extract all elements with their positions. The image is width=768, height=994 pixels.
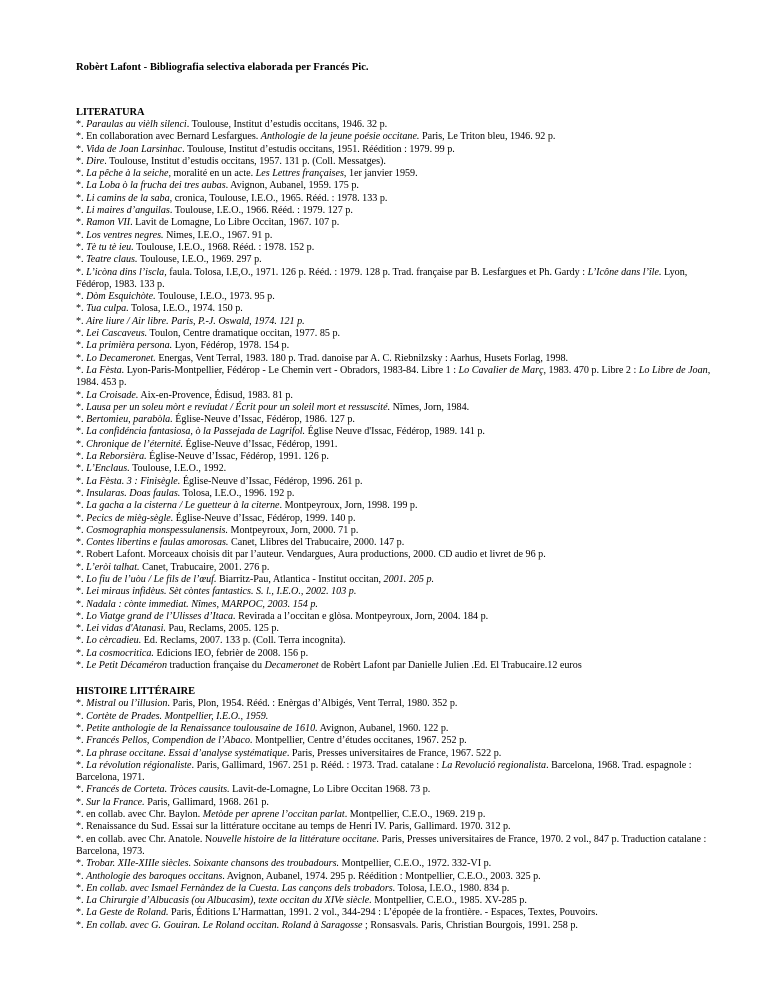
bibliography-entry: *. Dire. Toulouse, Institut d’estudis occitans, 1957. 131 p. (Coll. Messatges).	[76, 155, 386, 167]
bibliography-entry: *. Lo Decameronet. Energas, Vent Terral, 1983. 180 p. Trad. danoise par A. C. Riebnilzsky : Aarhus, Husets Forlag, 1998.	[76, 352, 569, 364]
bibliography-list	[76, 698, 712, 932]
bibliography-entry: *. Lausa per un soleu mòrt e revíudat / Écrit pour un soleil mort et ressuscité. Nîmes, Jorn, 1984.	[76, 401, 470, 413]
bibliography-entry: *. Los ventres negres. Nimes, I.E.O., 1967. 91 p.	[76, 229, 273, 241]
bibliography-entry: *. La pêche à la seiche, moralité en un acte. Les Lettres françaises, 1er janvier 1959.	[76, 168, 418, 180]
bibliography-entry: *. Lei miraus infidèus. Sèt còntes fantastics. S. l., I.E.O., 2002. 103 p.	[76, 586, 357, 598]
bibliography-entry: *. Aire liure / Air libre. Paris, P.-J. Oswald, 1974. 121 p.	[76, 315, 305, 327]
bibliography-entry: *. Lei Cascaveus. Toulon, Centre dramatique occitan, 1977. 85 p.	[76, 328, 341, 340]
bibliography-entry: *. Cosmographia monspessulanensis. Montpeyroux, Jorn, 2000. 71 p.	[76, 524, 359, 536]
bibliography-entry: *. Li maires d’anguilas. Toulouse, I.E.O., 1966. Rééd. : 1979. 127 p.	[76, 205, 353, 217]
bibliography-entry: *. Vida de Joan Larsinhac. Toulouse, Institut d’estudis occitans, 1951. Réédition : 1979. 99 p.	[76, 143, 455, 155]
bibliography-entry: *. En collab. avec G. Gouiran. Le Roland occitan. Roland à Saragosse ; Ronsasvals. Paris, Christian Bourgois, 1991. 258 p.	[76, 919, 578, 931]
bibliography-entry: *. Paraulas au vièlh silenci. Toulouse, Institut d’estudis occitans, 1946. 32 p.	[76, 119, 388, 130]
bibliography-entry: *. La Croisade. Aix-en-Provence, Édisud, 1983. 81 p.	[76, 389, 293, 401]
bibliography-entry: *. Tua culpa. Tolosa, I.E.O., 1974. 150 p.	[76, 303, 243, 315]
bibliography-entry: *. Robert Lafont. Morceaux choisis dit par l’auteur. Vendargues, Aura productions, 2000. CD audio et livret de 96 p.	[76, 549, 546, 561]
bibliography-entry: *. La Geste de Roland. Paris, Éditions L’Harmattan, 1991. 2 vol., 344-294 : L’épopée de la frontière. - Espaces, Textes, Pouvoirs.	[76, 907, 598, 919]
bibliography-entry: *. La Reborsièra. Église-Neuve d’Issac, Fédérop, 1991. 126 p.	[76, 451, 329, 463]
bibliography-entry: *. La phrase occitane. Essai d’analyse systématique. Paris, Presses universitaires de France, 1967. 522 p.	[76, 747, 502, 759]
bibliography-entry: *. Lei vidas d'Atanasi. Pau, Reclams, 2005. 125 p.	[76, 623, 279, 635]
bibliography-entry: *. Lo Viatge grand de l’Ulisses d’Itaca. Revirada a l’occitan e glòsa. Montpeyroux, Jorn, 2004. 184 p.	[76, 610, 489, 622]
bibliography-entry: *. L’icòna dins l’iscla, faula. Tolosa, I.E,O., 1971. 126 p. Rééd. : 1979. 128 p. Trad. française par B. Lesfargues et Ph. Gardy : L’Icône dans l’île. Lyon, Fédérop, 1983. 133 p.	[76, 266, 688, 290]
bibliography-list	[76, 119, 712, 672]
bibliography-entry: *. Le Petit Décaméron traduction française du Decameronet de Robèrt Lafont par Danielle Julien .Ed. El Trabucaire.12 euros	[76, 660, 582, 672]
bibliography-entry: *. Anthologie des baroques occitans. Avignon, Aubanel, 1974. 295 p. Réédition : Montpellier, C.E.O., 2003. 325 p.	[76, 870, 541, 882]
bibliography-entry: *. Petite anthologie de la Renaissance toulousaine de 1610. Avignon, Aubanel, 1960. 122 p.	[76, 722, 449, 734]
bibliography-entry: *. en collab. avec Chr. Baylon. Metòde per aprene l’occitan parlat. Montpellier, C.E.O., 1969. 219 p.	[76, 809, 486, 821]
bibliography-entry: *. Li camins de la saba, cronica, Toulouse, I.E.O., 1965. Rééd. : 1978. 133 p.	[76, 192, 388, 204]
bibliography-entry: *. en collab. avec Chr. Anatole. Nouvelle histoire de la littérature occitane. Paris, Presses universitaires de France, 1970. 2 vol., 847 p. Traduction catalane : Barcelona, 1973.	[76, 833, 707, 857]
bibliography-entry: *. Chronique de l’éternité. Église-Neuve d’Issac, Fédérop, 1991.	[76, 438, 338, 450]
bibliography-entry: *. La primièra persona. Lyon, Fédérop, 1978. 154 p.	[76, 340, 290, 352]
bibliography-entry: *. Bertomieu, parabòla. Église-Neuve d’Issac, Fédérop, 1986. 127 p.	[76, 414, 355, 426]
bibliography-entry: *. En collab. avec Ismael Fernàndez de la Cuesta. Las cançons dels trobadors. Tolosa, I.E.O., 1980. 834 p.	[76, 882, 510, 894]
bibliography-entry: *. Insularas. Doas faulas. Tolosa, I.E.O., 1996. 192 p.	[76, 487, 295, 499]
bibliography-entry: *. La révolution régionaliste. Paris, Gallimard, 1967. 251 p. Rééd. : 1973. Trad. catalane : La Revolució regionalista. Barcelona, 1968. Trad. espagnole : Barcelona, 1971.	[76, 759, 692, 784]
bibliography-entry: *. Francés de Corteta. Tròces causits. Lavit-de-Lomagne, Lo Libre Occitan 1968. 73 p.	[76, 784, 431, 796]
bibliography-entry: *. Francés Pellos, Compendion de l’Abaco. Montpellier, Centre d’études occitanes, 1967. 252 p.	[76, 735, 467, 747]
document-title: Robèrt Lafont - Bibliografia selectiva elaborada per Francés Pic.	[76, 62, 369, 73]
bibliography-entry: *. Dòm Esquichòte. Toulouse, I.E.O., 1973. 95 p.	[76, 291, 275, 303]
bibliography-entry: *. Sur la France. Paris, Gallimard, 1968. 261 p.	[76, 796, 269, 808]
bibliography-entry: *. Contes libertins e faulas amorosas. Canet, Llibres del Trabucaire, 2000. 147 p.	[76, 537, 405, 549]
bibliography-entry: *. La gacha a la cisterna / Le guetteur à la citerne. Montpeyroux, Jorn, 1998. 199 p.	[76, 500, 418, 512]
section-literatura	[76, 107, 712, 672]
bibliography-entry: *. Renaissance du Sud. Essai sur la littérature occitane au temps de Henri IV. Paris, Gallimard. 1970. 312 p.	[76, 821, 511, 833]
bibliography-entry: *. Lo fiu de l’uòu / Le fils de l’œuf. Biarritz-Pau, Atlantica - Institut occitan, 2001. 205 p.	[76, 573, 435, 585]
bibliography-entry: *. Mistral ou l’illusion. Paris, Plon, 1954. Rééd. : Enèrgas d’Albigés, Vent Terral, 1980. 352 p.	[76, 698, 458, 710]
bibliography-entry: *. Cortète de Prades. Montpellier, I.E.O., 1959.	[76, 710, 269, 722]
bibliography-entry: *. Ramon VII. Lavit de Lomagne, Lo Libre Occitan, 1967. 107 p.	[76, 217, 340, 229]
section-title: LITERATURA	[76, 107, 145, 118]
bibliography-entry: *. Pecics de mièg-sègle. Église-Neuve d’Issac, Fédérop, 1999. 140 p.	[76, 512, 356, 524]
section-title: HISTOIRE LITTÉRAIRE	[76, 686, 196, 698]
bibliography-entry: *. Tè tu tè ieu. Toulouse, I.E.O., 1968. Rééd. : 1978. 152 p.	[76, 241, 315, 253]
bibliography-entry: *. L’Enclaus. Toulouse, I.E.O., 1992.	[76, 463, 227, 475]
bibliography-entry: *. La Loba ò la frucha dei tres aubas. Avignon, Aubanel, 1959. 175 p.	[76, 180, 359, 192]
bibliography-entry: *. La Fèsta. Lyon-Paris-Montpellier, Fédérop - Le Chemin vert - Obradors, 1983-84. Libre 1 : Lo Cavalier de Març, 1983. 470 p. Libre 2 : Lo Libre de Joan, 1984. 453 p.	[76, 364, 711, 389]
bibliography-entry: *. La Fèsta. 3 : Finisègle. Église-Neuve d’Issac, Fédérop, 1996. 261 p.	[76, 475, 363, 487]
bibliography-entry: *. Lo cèrcadieu. Ed. Reclams, 2007. 133 p. (Coll. Terra incognita).	[76, 635, 346, 647]
bibliography-entry: *. Trobar. XIIe-XIIIe siècles. Soixante chansons des troubadours. Montpellier, C.E.O., 1972. 332-VI p.	[76, 858, 492, 870]
bibliography-entry: *. Nadala : cònte immediat. Nîmes, MARPOC, 2003. 154 p.	[76, 598, 318, 610]
bibliography-entry: *. La cosmocritica. Edicions IEO, febrièr de 2008. 156 p.	[76, 647, 309, 659]
bibliography-entry: *. La Chirurgie d’Albucasis (ou Albucasim), texte occitan du XIVe siècle. Montpellier, C.E.O., 1985. XV-285 p.	[76, 895, 527, 907]
bibliography-entry: *. L’eròi talhat. Canet, Trabucaire, 2001. 276 p.	[76, 561, 270, 573]
bibliography-entry: *. Teatre claus. Toulouse, I.E.O., 1969. 297 p.	[76, 254, 262, 266]
bibliography-entry: *. En collaboration avec Bernard Lesfargues. Anthologie de la jeune poésie occitane. Paris, Le Triton bleu, 1946. 92 p.	[76, 131, 556, 143]
bibliography-entry: *. La confidéncia fantasiosa, ò la Passejada de Lagrifol. Église Neuve d'Issac, Fédérop, 1989. 141 p.	[76, 426, 485, 438]
section-histoire-litteraire	[76, 686, 712, 932]
